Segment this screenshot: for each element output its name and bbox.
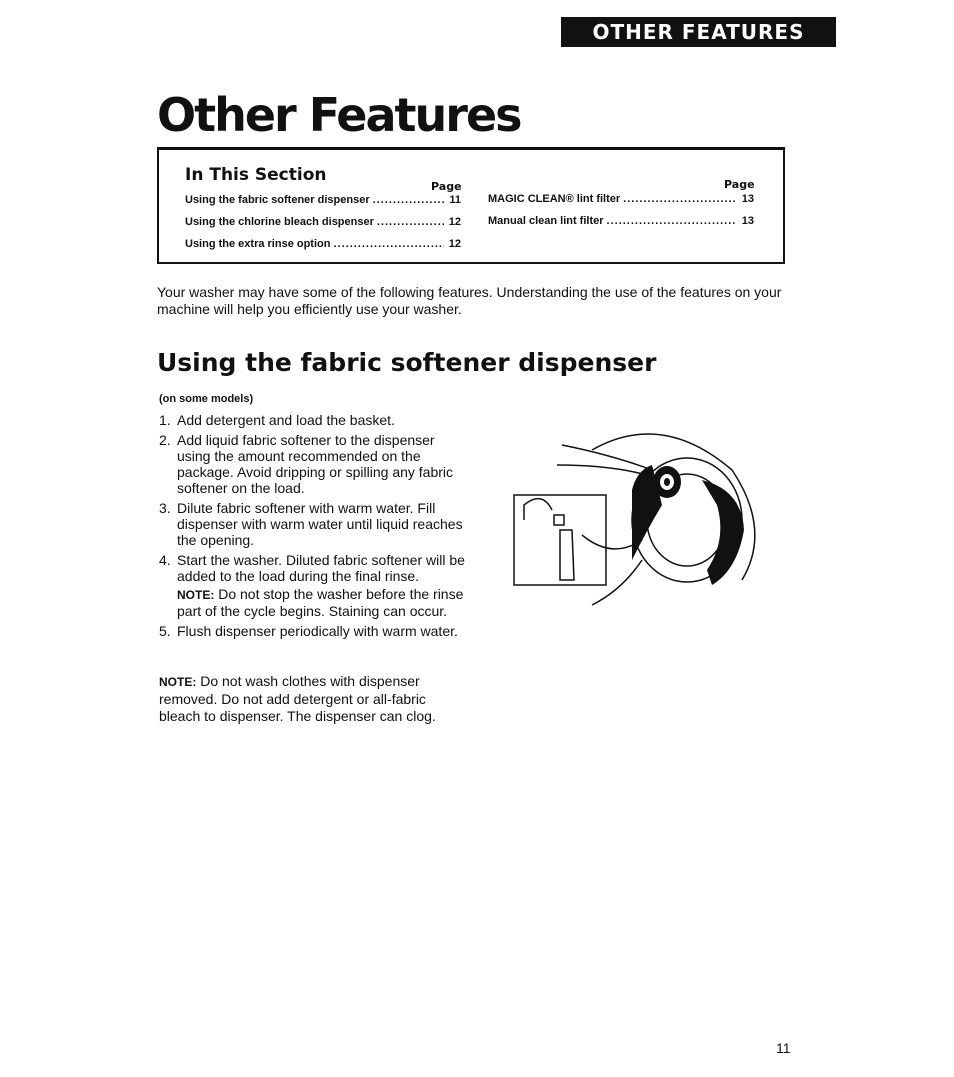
section-banner: OTHER FEATURES (561, 17, 836, 47)
toc-entry[interactable] (185, 216, 461, 238)
toc-entry[interactable] (185, 194, 461, 216)
step-number: 5. (159, 623, 171, 639)
note-text: Do not stop the washer before the rinse part of the cycle begins. Staining can occur. (177, 586, 464, 619)
toc-entry-label: MAGIC CLEAN® lint filter (488, 193, 621, 205)
toc-entry-label: Using the extra rinse option (185, 238, 331, 250)
step-text: Add detergent and load the basket. (177, 412, 395, 428)
step-item (159, 623, 469, 639)
section-title: Using the fabric softener dispenser (157, 348, 657, 377)
models-note: (on some models) (159, 393, 254, 405)
toc-page-label-left: Page (431, 180, 462, 193)
toc-entry[interactable] (488, 215, 754, 237)
toc-entry[interactable] (488, 193, 754, 215)
toc-right-column (488, 193, 754, 237)
toc-entry-page: 12 (448, 216, 461, 228)
intro-paragraph: Your washer may have some of the following features. Understanding the use of the features on your machine will help you efficiently use your washer. (157, 284, 782, 317)
toc-entry-page: 13 (741, 215, 754, 227)
toc-leader (607, 215, 737, 227)
toc-entry-label: Using the fabric softener dispenser (185, 194, 370, 206)
step-number: 4. (159, 552, 171, 568)
toc-entry-label: Manual clean lint filter (488, 215, 604, 227)
step-item (159, 412, 469, 428)
step-text: Flush dispenser periodically with warm water. (177, 623, 458, 639)
note-text: Do not wash clothes with dispenser removed. Do not add detergent or all-fabric bleach to dispenser. The dispenser can clog. (159, 673, 436, 724)
toc-leader (333, 238, 444, 250)
toc-leader (373, 194, 444, 206)
page-title: Other Features (157, 88, 521, 142)
step-number: 3. (159, 500, 171, 516)
toc-entry-page: 11 (449, 194, 461, 206)
step-item (159, 552, 469, 619)
step-item (159, 432, 469, 496)
step-note (177, 586, 469, 619)
toc-entry[interactable] (185, 238, 461, 260)
step-item (159, 500, 469, 548)
toc-entry-label: Using the chlorine bleach dispenser (185, 216, 374, 228)
step-number: 1. (159, 412, 171, 428)
toc-leader (377, 216, 444, 228)
final-note (159, 673, 459, 725)
step-text: Add liquid fabric softener to the dispenser using the amount recommended on the package. Avoid dripping or spilling any fabric softener on the load. (177, 432, 454, 496)
toc-left-column (185, 194, 461, 260)
toc-leader (623, 193, 737, 205)
toc-entry-page: 13 (741, 193, 754, 205)
note-label: NOTE: (159, 675, 197, 689)
steps-list (159, 412, 469, 643)
toc-heading: In This Section (185, 165, 327, 185)
toc-box (157, 147, 785, 264)
page-number: 11 (776, 1040, 791, 1056)
dispenser-illustration (512, 410, 762, 610)
step-text: Start the washer. Diluted fabric softener will be added to the load during the final rinse. (177, 552, 465, 584)
step-text: Dilute fabric softener with warm water. Fill dispenser with warm water until liquid reaches the opening. (177, 500, 463, 548)
step-number: 2. (159, 432, 171, 448)
toc-page-label-right: Page (724, 178, 755, 191)
toc-entry-page: 12 (448, 238, 461, 250)
note-label: NOTE: (177, 588, 215, 602)
